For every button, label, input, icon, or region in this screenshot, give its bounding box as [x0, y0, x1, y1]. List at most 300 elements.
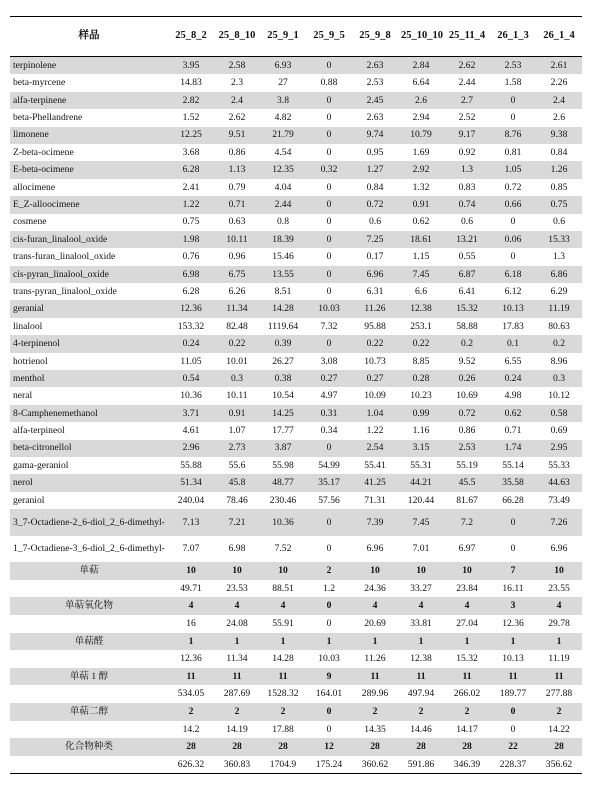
value-cell: 2.62	[228, 112, 246, 124]
compound-name-cell: gama-geraniol	[13, 459, 69, 471]
value-cell: 11.19	[536, 300, 582, 317]
value-cell: 55.14	[502, 459, 524, 471]
value-cell: 0.71	[214, 196, 260, 213]
table-row	[10, 179, 582, 196]
summary-value-cell: 23.84	[456, 582, 478, 594]
compound-name-cell: geranial	[10, 300, 168, 317]
value-cell: 6.97	[458, 543, 476, 555]
value-cell: 0.54	[168, 370, 214, 387]
value-cell: 0.17	[366, 251, 384, 263]
value-cell: 0.58	[536, 405, 582, 422]
value-cell: 14.83	[180, 77, 202, 89]
value-cell: 0	[326, 285, 332, 297]
value-cell: 54.99	[318, 459, 340, 471]
value-cell: 57.56	[318, 494, 340, 506]
value-cell: 55.19	[456, 459, 478, 471]
table-row	[10, 387, 582, 404]
value-cell: 8.96	[550, 355, 568, 367]
value-cell: 0	[490, 92, 536, 109]
value-cell: 2.4	[214, 92, 260, 109]
value-cell: 10.36	[260, 509, 306, 536]
value-cell: 153.32	[177, 320, 205, 332]
value-cell: 6.86	[536, 266, 582, 283]
value-cell: 6.12	[504, 285, 522, 297]
summary-value-cell: 12.36	[180, 653, 202, 665]
value-cell: 2.53	[444, 440, 490, 457]
value-cell: 1.15	[412, 251, 430, 263]
value-cell: 0.27	[352, 370, 398, 387]
value-cell: 0.27	[306, 370, 352, 387]
value-cell: 2.63	[352, 57, 398, 75]
value-cell: 13.21	[444, 231, 490, 248]
value-cell: 6.64	[412, 77, 430, 89]
value-cell: 6.96	[352, 266, 398, 283]
value-cell: 2.84	[398, 57, 444, 75]
summary-count-cell: 10	[168, 562, 214, 580]
value-cell: 1.22	[168, 196, 214, 213]
summary-value-cell: 12.38	[410, 653, 432, 665]
value-cell: 6.98	[228, 543, 246, 555]
summary-value-row	[10, 580, 582, 598]
value-cell: 3.71	[168, 405, 214, 422]
summary-count-cell: 1	[168, 633, 214, 651]
value-cell: 1.22	[366, 425, 384, 437]
header-cell: 26_1_4	[536, 17, 582, 57]
summary-count-cell: 1	[352, 633, 398, 651]
summary-count-cell: 4	[352, 597, 398, 615]
value-cell: 10.11	[226, 390, 248, 402]
summary-value-cell: 189.77	[499, 688, 527, 700]
value-cell: 55.6	[228, 459, 246, 471]
value-cell: 9.51	[214, 127, 260, 144]
value-cell: 1.26	[536, 161, 582, 178]
value-cell: 58.88	[456, 320, 478, 332]
value-cell: 0.72	[444, 405, 490, 422]
value-cell: 2.6	[398, 92, 444, 109]
value-cell: 12.35	[260, 161, 306, 178]
value-cell: 7.2	[444, 509, 490, 536]
value-cell: 1.74	[490, 440, 536, 457]
summary-count-cell: 10	[352, 562, 398, 580]
summary-value-cell: 277.88	[545, 688, 573, 700]
value-cell: 2.94	[412, 112, 430, 124]
summary-count-cell: 28	[398, 738, 444, 756]
value-cell: 9.74	[352, 127, 398, 144]
summary-count-cell: 28	[444, 738, 490, 756]
value-cell: 3.95	[168, 57, 214, 75]
value-cell: 0.76	[182, 251, 200, 263]
summary-count-cell: 1	[260, 633, 306, 651]
table-body	[10, 57, 582, 774]
value-cell: 1119.64	[267, 320, 299, 332]
compound-name-cell: cis-pyran_linalool_oxide	[10, 266, 168, 283]
summary-count-row	[10, 633, 582, 651]
value-cell: 1.69	[412, 146, 430, 158]
value-cell: 4.54	[274, 146, 292, 158]
value-cell: 66.28	[502, 494, 524, 506]
value-cell: 0.96	[228, 251, 246, 263]
value-cell: 4.61	[182, 425, 200, 437]
summary-value-cell: 33.27	[410, 582, 432, 594]
value-cell: 7.01	[412, 543, 430, 555]
value-cell: 10.54	[272, 390, 294, 402]
value-cell: 0.3	[214, 370, 260, 387]
header-cell: 25_8_10	[214, 17, 260, 57]
value-cell: 0.95	[366, 146, 384, 158]
summary-blank-cell	[10, 756, 168, 774]
summary-count-row	[10, 738, 582, 756]
value-cell: 2.58	[214, 57, 260, 75]
value-cell: 6.87	[444, 266, 490, 283]
value-cell: 1.27	[352, 161, 398, 178]
value-cell: 4.04	[274, 181, 292, 193]
value-cell: 253.1	[410, 320, 432, 332]
value-cell: 2.82	[168, 92, 214, 109]
value-cell: 2.6	[553, 112, 565, 124]
value-cell: 2.61	[536, 57, 582, 75]
value-cell: 12.25	[168, 127, 214, 144]
summary-count-cell: 10	[214, 562, 260, 580]
table-row	[10, 422, 582, 439]
value-cell: 15.46	[272, 251, 294, 263]
table-row	[10, 405, 582, 422]
value-cell: 44.21	[398, 474, 444, 491]
value-cell: 55.33	[548, 459, 570, 471]
summary-label-cell: 单萜 1 醇	[10, 668, 168, 686]
value-cell: 6.93	[260, 57, 306, 75]
value-cell: 0.88	[320, 77, 338, 89]
value-cell: 2.7	[444, 92, 490, 109]
summary-value-row	[10, 650, 582, 668]
value-cell: 0.2	[536, 335, 582, 352]
summary-value-cell: 49.71	[180, 582, 202, 594]
value-cell: 0.3	[536, 370, 582, 387]
summary-value-cell: 29.78	[548, 617, 570, 629]
summary-value-cell: 20.69	[364, 617, 386, 629]
value-cell: 1.3	[553, 251, 565, 263]
summary-count-cell: 1	[536, 633, 582, 651]
value-cell: 10.12	[548, 390, 570, 402]
value-cell: 7.25	[352, 231, 398, 248]
value-cell: 1.32	[412, 181, 430, 193]
value-cell: 13.55	[260, 266, 306, 283]
compound-name-cell: 4-terpinenol	[10, 335, 168, 352]
compound-name-cell: menthol	[10, 370, 168, 387]
value-cell: 0	[490, 509, 536, 536]
header-cell: 25_9_1	[260, 17, 306, 57]
value-cell: 55.41	[364, 459, 386, 471]
summary-value-cell: 360.83	[214, 756, 260, 774]
value-cell: 9.17	[444, 127, 490, 144]
value-cell: 230.46	[269, 494, 297, 506]
summary-value-cell: 14.19	[226, 723, 248, 735]
value-cell: 8.76	[490, 127, 536, 144]
value-cell: 4.97	[320, 390, 338, 402]
summary-value-cell: 14.35	[364, 723, 386, 735]
table-row	[10, 214, 582, 231]
value-cell: 10.03	[306, 300, 352, 317]
compound-name-cell: trans-furan_linalool_oxide	[13, 251, 116, 263]
value-cell: 3.08	[320, 355, 338, 367]
table-row	[10, 248, 582, 265]
summary-value-cell: 88.51	[272, 582, 294, 594]
summary-value-cell: 24.36	[364, 582, 386, 594]
value-cell: 0.91	[398, 196, 444, 213]
compound-name-cell: cosmene	[13, 216, 47, 228]
header-cell: 25_11_4	[444, 17, 490, 57]
summary-count-cell: 2	[398, 703, 444, 721]
value-cell: 7.45	[398, 266, 444, 283]
value-cell: 4.98	[504, 390, 522, 402]
monoterpene-table	[10, 16, 582, 774]
compound-name-cell: beta-citronellol	[10, 440, 168, 457]
summary-count-cell: 2	[214, 703, 260, 721]
value-cell: 0.81	[504, 146, 522, 158]
summary-value-cell: 14.2	[182, 723, 200, 735]
summary-count-row	[10, 562, 582, 580]
value-cell: 82.48	[226, 320, 248, 332]
value-cell: 0	[326, 216, 332, 228]
summary-value-cell: 360.62	[352, 756, 398, 774]
summary-count-cell: 9	[306, 668, 352, 686]
value-cell: 6.55	[504, 355, 522, 367]
value-cell: 7.52	[274, 543, 292, 555]
compound-name-cell: nerol	[10, 474, 168, 491]
value-cell: 10.09	[364, 390, 386, 402]
value-cell: 1.13	[214, 161, 260, 178]
summary-value-cell: 1528.32	[267, 688, 299, 700]
value-cell: 4.82	[274, 112, 292, 124]
value-cell: 26.27	[272, 355, 294, 367]
summary-count-cell: 10	[260, 562, 306, 580]
value-cell: 14.25	[260, 405, 306, 422]
summary-value-cell: 626.32	[168, 756, 214, 774]
value-cell: 0.75	[536, 196, 582, 213]
header-cell: 25_8_2	[168, 17, 214, 57]
table-row	[10, 353, 582, 370]
summary-value-cell: 497.94	[407, 688, 435, 700]
value-cell: 10.23	[410, 390, 432, 402]
value-cell: 95.88	[364, 320, 386, 332]
value-cell: 14.28	[260, 300, 306, 317]
value-cell: 0	[306, 335, 352, 352]
summary-value-cell: 0	[326, 617, 332, 629]
value-cell: 3.68	[182, 146, 200, 158]
value-cell: 2.54	[352, 440, 398, 457]
summary-value-cell: 591.86	[398, 756, 444, 774]
value-cell: 10.11	[214, 231, 260, 248]
value-cell: 7.07	[182, 543, 200, 555]
summary-count-cell: 2	[168, 703, 214, 721]
summary-value-cell: 266.02	[453, 688, 481, 700]
value-cell: 6.31	[366, 285, 384, 297]
value-cell: 35.58	[490, 474, 536, 491]
value-cell: 0.69	[550, 425, 568, 437]
value-cell: 10.36	[180, 390, 202, 402]
value-cell: 8.51	[274, 285, 292, 297]
summary-count-cell: 3	[490, 597, 536, 615]
value-cell: 7.26	[536, 509, 582, 536]
compound-name-cell: Z-beta-ocimene	[13, 146, 74, 158]
value-cell: 240.04	[177, 494, 205, 506]
summary-count-cell: 0	[306, 597, 352, 615]
summary-count-cell: 11	[444, 668, 490, 686]
value-cell: 3.87	[260, 440, 306, 457]
summary-value-cell: 24.08	[226, 617, 248, 629]
value-cell: 2.52	[458, 112, 476, 124]
summary-value-cell: 356.62	[536, 756, 582, 774]
value-cell: 7.13	[168, 509, 214, 536]
value-cell: 0	[510, 216, 516, 228]
summary-count-cell: 1	[214, 633, 260, 651]
summary-label-cell: 单萜氧化物	[10, 597, 168, 615]
summary-value-cell: 10.03	[318, 653, 340, 665]
value-cell: 12.38	[398, 300, 444, 317]
header-cell: 25_9_8	[352, 17, 398, 57]
header-cell: 样品	[10, 17, 168, 57]
value-cell: 45.8	[214, 474, 260, 491]
table-row	[10, 161, 582, 178]
value-cell: 10.13	[490, 300, 536, 317]
value-cell: 21.79	[260, 127, 306, 144]
summary-value-cell: 11.34	[226, 653, 248, 665]
table-row	[10, 283, 582, 300]
value-cell: 120.44	[407, 494, 435, 506]
value-cell: 2.62	[444, 57, 490, 75]
value-cell: 55.88	[180, 459, 202, 471]
table-row	[10, 335, 582, 352]
summary-label-cell: 单萜	[10, 562, 168, 580]
table-row	[10, 231, 582, 248]
value-cell: 6.28	[168, 161, 214, 178]
header-cell: 25_9_5	[306, 17, 352, 57]
value-cell: 0.86	[228, 146, 246, 158]
summary-count-cell: 4	[398, 597, 444, 615]
value-cell: 0.99	[398, 405, 444, 422]
compound-name-cell: neral	[13, 390, 33, 402]
summary-count-cell: 7	[490, 562, 536, 580]
value-cell: 0.6	[369, 216, 381, 228]
summary-value-cell: 0	[326, 723, 332, 735]
compound-name-cell: trans-pyran_linalool_oxide	[13, 285, 117, 297]
summary-value-row	[10, 685, 582, 703]
summary-value-cell: 11.26	[364, 653, 386, 665]
value-cell: 0.66	[490, 196, 536, 213]
compound-name-cell: beta-myrcene	[13, 77, 66, 89]
value-cell: 1.98	[168, 231, 214, 248]
summary-count-cell: 4	[536, 597, 582, 615]
compound-name-cell: E_Z-alloocimene	[10, 196, 168, 213]
summary-count-row	[10, 703, 582, 721]
summary-value-row	[10, 615, 582, 633]
compound-name-cell: linalool	[13, 320, 43, 332]
value-cell: 18.39	[260, 231, 306, 248]
value-cell: 3.15	[398, 440, 444, 457]
summary-value-cell: 17.88	[272, 723, 294, 735]
summary-count-cell: 2	[444, 703, 490, 721]
summary-count-cell: 2	[260, 703, 306, 721]
summary-label-cell: 单萜二醇	[10, 703, 168, 721]
value-cell: 0.38	[260, 370, 306, 387]
table-row	[10, 474, 582, 491]
value-cell: 0.86	[458, 425, 476, 437]
value-cell: 0.1	[490, 335, 536, 352]
value-cell: 2.3	[231, 77, 243, 89]
value-cell: 0.71	[504, 425, 522, 437]
value-cell: 2.96	[168, 440, 214, 457]
summary-value-cell: 289.96	[361, 688, 389, 700]
table-row	[10, 536, 582, 563]
summary-value-cell: 23.55	[548, 582, 570, 594]
value-cell: 0.74	[444, 196, 490, 213]
value-cell: 2.26	[550, 77, 568, 89]
table-row	[10, 196, 582, 213]
value-cell: 55.98	[272, 459, 294, 471]
summary-value-row	[10, 756, 582, 774]
compound-name-cell: 1_7-Octadiene-3_6-diol_2_6-dimethyl-	[13, 543, 165, 555]
value-cell: 10.79	[398, 127, 444, 144]
compound-name-cell: terpinolene	[10, 57, 168, 75]
value-cell: 78.46	[226, 494, 248, 506]
value-cell: 11.05	[180, 355, 202, 367]
value-cell: 2.53	[490, 57, 536, 75]
value-cell: 0.24	[490, 370, 536, 387]
value-cell: 0.63	[228, 216, 246, 228]
value-cell: 0	[326, 112, 332, 124]
compound-name-cell: 3_7-Octadiene-2_6-diol_2_6-dimethyl-	[10, 509, 168, 536]
table-row	[10, 144, 582, 161]
value-cell: 1.16	[412, 425, 430, 437]
summary-value-cell: 11.19	[548, 653, 570, 665]
summary-count-cell: 1	[444, 633, 490, 651]
table-row	[10, 457, 582, 474]
value-cell: 0.84	[550, 146, 568, 158]
value-cell: 17.83	[502, 320, 524, 332]
value-cell: 6.28	[182, 285, 200, 297]
value-cell: 0	[306, 127, 352, 144]
value-cell: 0.28	[398, 370, 444, 387]
value-cell: 0.2	[444, 335, 490, 352]
header-cell: 25_10_10	[398, 17, 444, 57]
summary-count-cell: 28	[214, 738, 260, 756]
value-cell: 6.75	[214, 266, 260, 283]
summary-value-cell: 534.05	[177, 688, 205, 700]
table-row	[10, 92, 582, 109]
table-row	[10, 370, 582, 387]
compound-name-cell: limonene	[10, 127, 168, 144]
value-cell: 2.44	[260, 196, 306, 213]
value-cell: 9.52	[458, 355, 476, 367]
value-cell: 0.22	[352, 335, 398, 352]
value-cell: 6.18	[490, 266, 536, 283]
value-cell: 7.45	[398, 509, 444, 536]
summary-count-cell: 12	[306, 738, 352, 756]
summary-count-cell: 28	[352, 738, 398, 756]
summary-value-cell: 14.46	[410, 723, 432, 735]
summary-count-cell: 22	[490, 738, 536, 756]
value-cell: 1.52	[182, 112, 200, 124]
value-cell: 1.05	[490, 161, 536, 178]
value-cell: 0.32	[306, 161, 352, 178]
value-cell: 15.32	[444, 300, 490, 317]
value-cell: 2.53	[366, 77, 384, 89]
summary-blank-cell	[10, 580, 168, 598]
summary-count-cell: 11	[260, 668, 306, 686]
compound-name-cell: alfa-terpineol	[13, 425, 65, 437]
summary-count-cell: 10	[444, 562, 490, 580]
value-cell: 0.8	[277, 216, 289, 228]
value-cell: 0.62	[412, 216, 430, 228]
